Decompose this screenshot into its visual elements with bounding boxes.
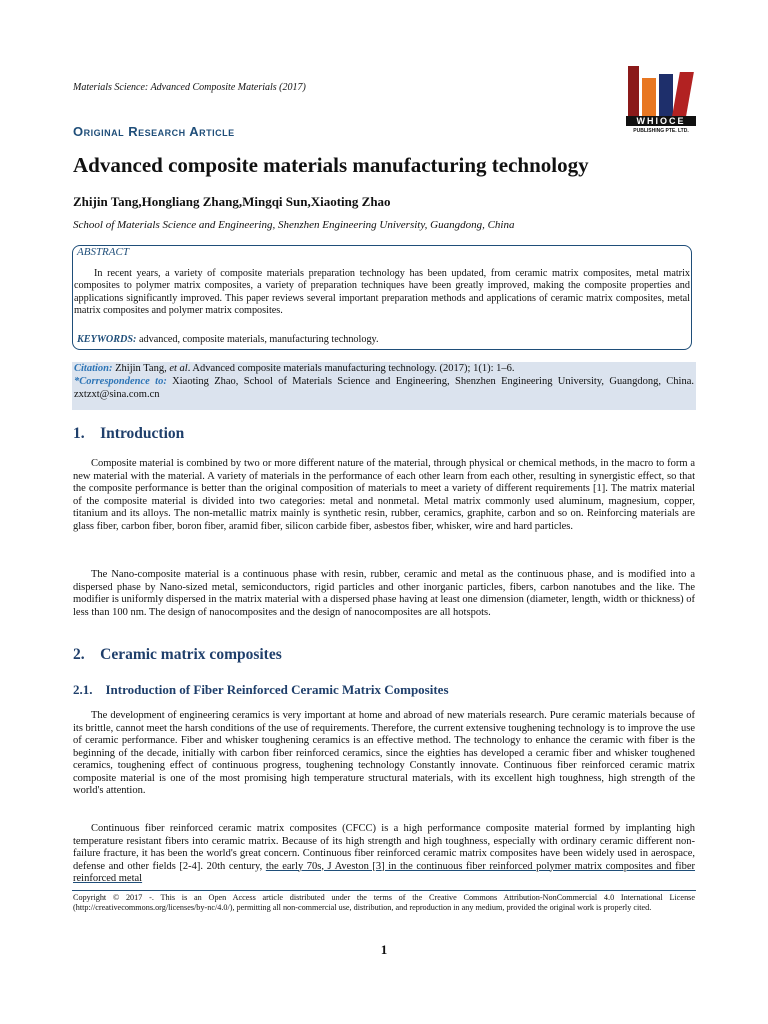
citation-label: Citation: — [74, 363, 113, 374]
logo-bar-3 — [659, 74, 673, 116]
paragraph-2-last-line: the early 70s, J Aveston [3] in the continuous fiber reinforced polymer matrix composites and fiber reinforced metal — [73, 860, 696, 884]
keywords-text: advanced, composite materials, manufacturing technology. — [139, 334, 379, 345]
section-1-paragraph-1: Composite material is combined by two or more different nature of the material, through physical or chemical methods, in the macro to form a new material with the material. A variety of materials in the performance of each other learn from each other, resulting in synergistic effect, so that the composite performance is better than the original composition of materials to meet a variety of different requirements [1]. The matrix material of the composite material is divided into two categories: metal and nonmetal. Metal matrix commonly used aluminum, magnesium, copper, titanium and its alloys. The non-metallic matrix mainly is synthetic resin, rubber, ceramics, graphite, carbon and so on. Reinforcing materials are glass fiber, carbon fiber, boron fiber, aramid fiber, silicon carbide fiber, asbestos fiber, whisker, wire and hard particles. — [73, 458, 695, 532]
affiliation: School of Materials Science and Engineering, Shenzhen Engineering University, Guangdong, China — [73, 219, 515, 231]
logo-bar-4 — [672, 72, 694, 116]
paragraph-2-body: Continuous fiber reinforced ceramic matrix composites (CFCC) is a high performance composite material formed by implanting high temperature resistant fibers into ceramic matrix. Because of its high strength and high toughness, especially with ordinary ceramic different non-failure fracture, it has been the world's great concern. Continuous fiber reinforced ceramic matrix composites have been widely used in aerospace, defense and other fields [2-4]. 20th century, — [73, 823, 695, 872]
keywords-label: KEYWORDS: — [77, 334, 137, 345]
logo-subtitle: PUBLISHING PTE. LTD. — [633, 128, 689, 134]
section-2-heading: 2. Ceramic matrix composites — [73, 646, 282, 663]
logo-bar-2 — [642, 78, 656, 116]
correspondence-text: Xiaoting Zhao, School of Materials Science and Engineering, Shenzhen Engineering University, Guangdong, China. zxtzxt@sina.com.cn — [74, 376, 695, 400]
section-1-paragraph-2: The Nano-composite material is a continuous phase with resin, rubber, ceramic and metal as the continuous phase, and is modified into a dispersed phase by Nano-sized metal, semiconductors, rigid particles and other inorganic particles, fibers, carbon nanotubes and the like. The modifier is uniformly dispersed in the matrix material with a dispersed phase having at least one dimension (diameter, length, width or thickness) of less than 100 nm. The design of nanocomposites and the design of nanocomposites are all hotspots. — [73, 569, 695, 618]
correspondence-label: *Correspondence to: — [74, 376, 167, 387]
section-2-1-paragraph-2 — [73, 823, 695, 886]
logo-word: WHIOCE — [626, 116, 696, 126]
journal-name: Materials Science: Advanced Composite Materials (2017) — [73, 82, 306, 93]
footer-divider — [72, 890, 696, 891]
paper-title: Advanced composite materials manufacturing technology — [73, 153, 589, 177]
section-1-heading: 1. Introduction — [73, 425, 185, 442]
article-type: Original Research Article — [73, 124, 235, 139]
citation-block — [72, 362, 696, 410]
citation-authors: Zhijin Tang, — [115, 363, 167, 374]
copyright-notice: Copyright © 2017 -. This is an Open Access article distributed under the terms of the Creative Commons Attribution-NonCommercial 4.0 International License (http://creativecommons.org/licenses/by-nc/4.0/), permitting all non-commercial use, distribution, and reproduction in any medium, provided the original work is properly cited. — [73, 893, 695, 912]
abstract-heading: ABSTRACT — [77, 246, 129, 258]
abstract-text: In recent years, a variety of composite materials preparation technology has been updated, from ceramic matrix composites, metal matrix composites to polymer matrix composites, a variety of preparation techniques have been greatly improved, making the composite properties and applications significantly improved. This paper reviews several important preparation methods and applications of ceramic matrix composites, metal matrix composites and polymer matrix composites. — [74, 268, 690, 317]
section-2-1-heading: 2.1. Introduction of Fiber Reinforced Ceramic Matrix Composites — [73, 682, 449, 697]
citation-et-al: et al — [169, 363, 188, 374]
abstract-box — [72, 245, 692, 350]
publisher-logo — [626, 62, 696, 132]
section-2-1-paragraph-1: The development of engineering ceramics is very important at home and abroad of new materials research. Pure ceramic materials because of its brittle, cannot meet the harsh conditions of the use of requirements. Therefore, the current extensive toughening technology is to improve the use of ceramic performance. Fiber and whisker toughening ceramics is an effective method. The technology to enhance the ceramic with fiber is the beginning of the decade, initially with carbon fiber reinforced ceramics, since the eighties has developed a ceramic fiber and whisker toughened ceramics, toughening effect of continuous progress, toughening technology Constantly innovate. Continuous fiber reinforced ceramic matrix composite material is one of the most promising high temperature structural materials, with its excellent high toughness, high strength of the world's attention. — [73, 710, 695, 796]
keywords-line — [77, 334, 379, 345]
page-number: 1 — [380, 942, 388, 957]
citation-text: . Advanced composite materials manufacturing technology. (2017); 1(1): 1–6. — [187, 363, 515, 374]
logo-bar-1 — [628, 66, 639, 116]
author-list: Zhijin Tang,Hongliang Zhang,Mingqi Sun,Xiaoting Zhao — [73, 194, 391, 209]
